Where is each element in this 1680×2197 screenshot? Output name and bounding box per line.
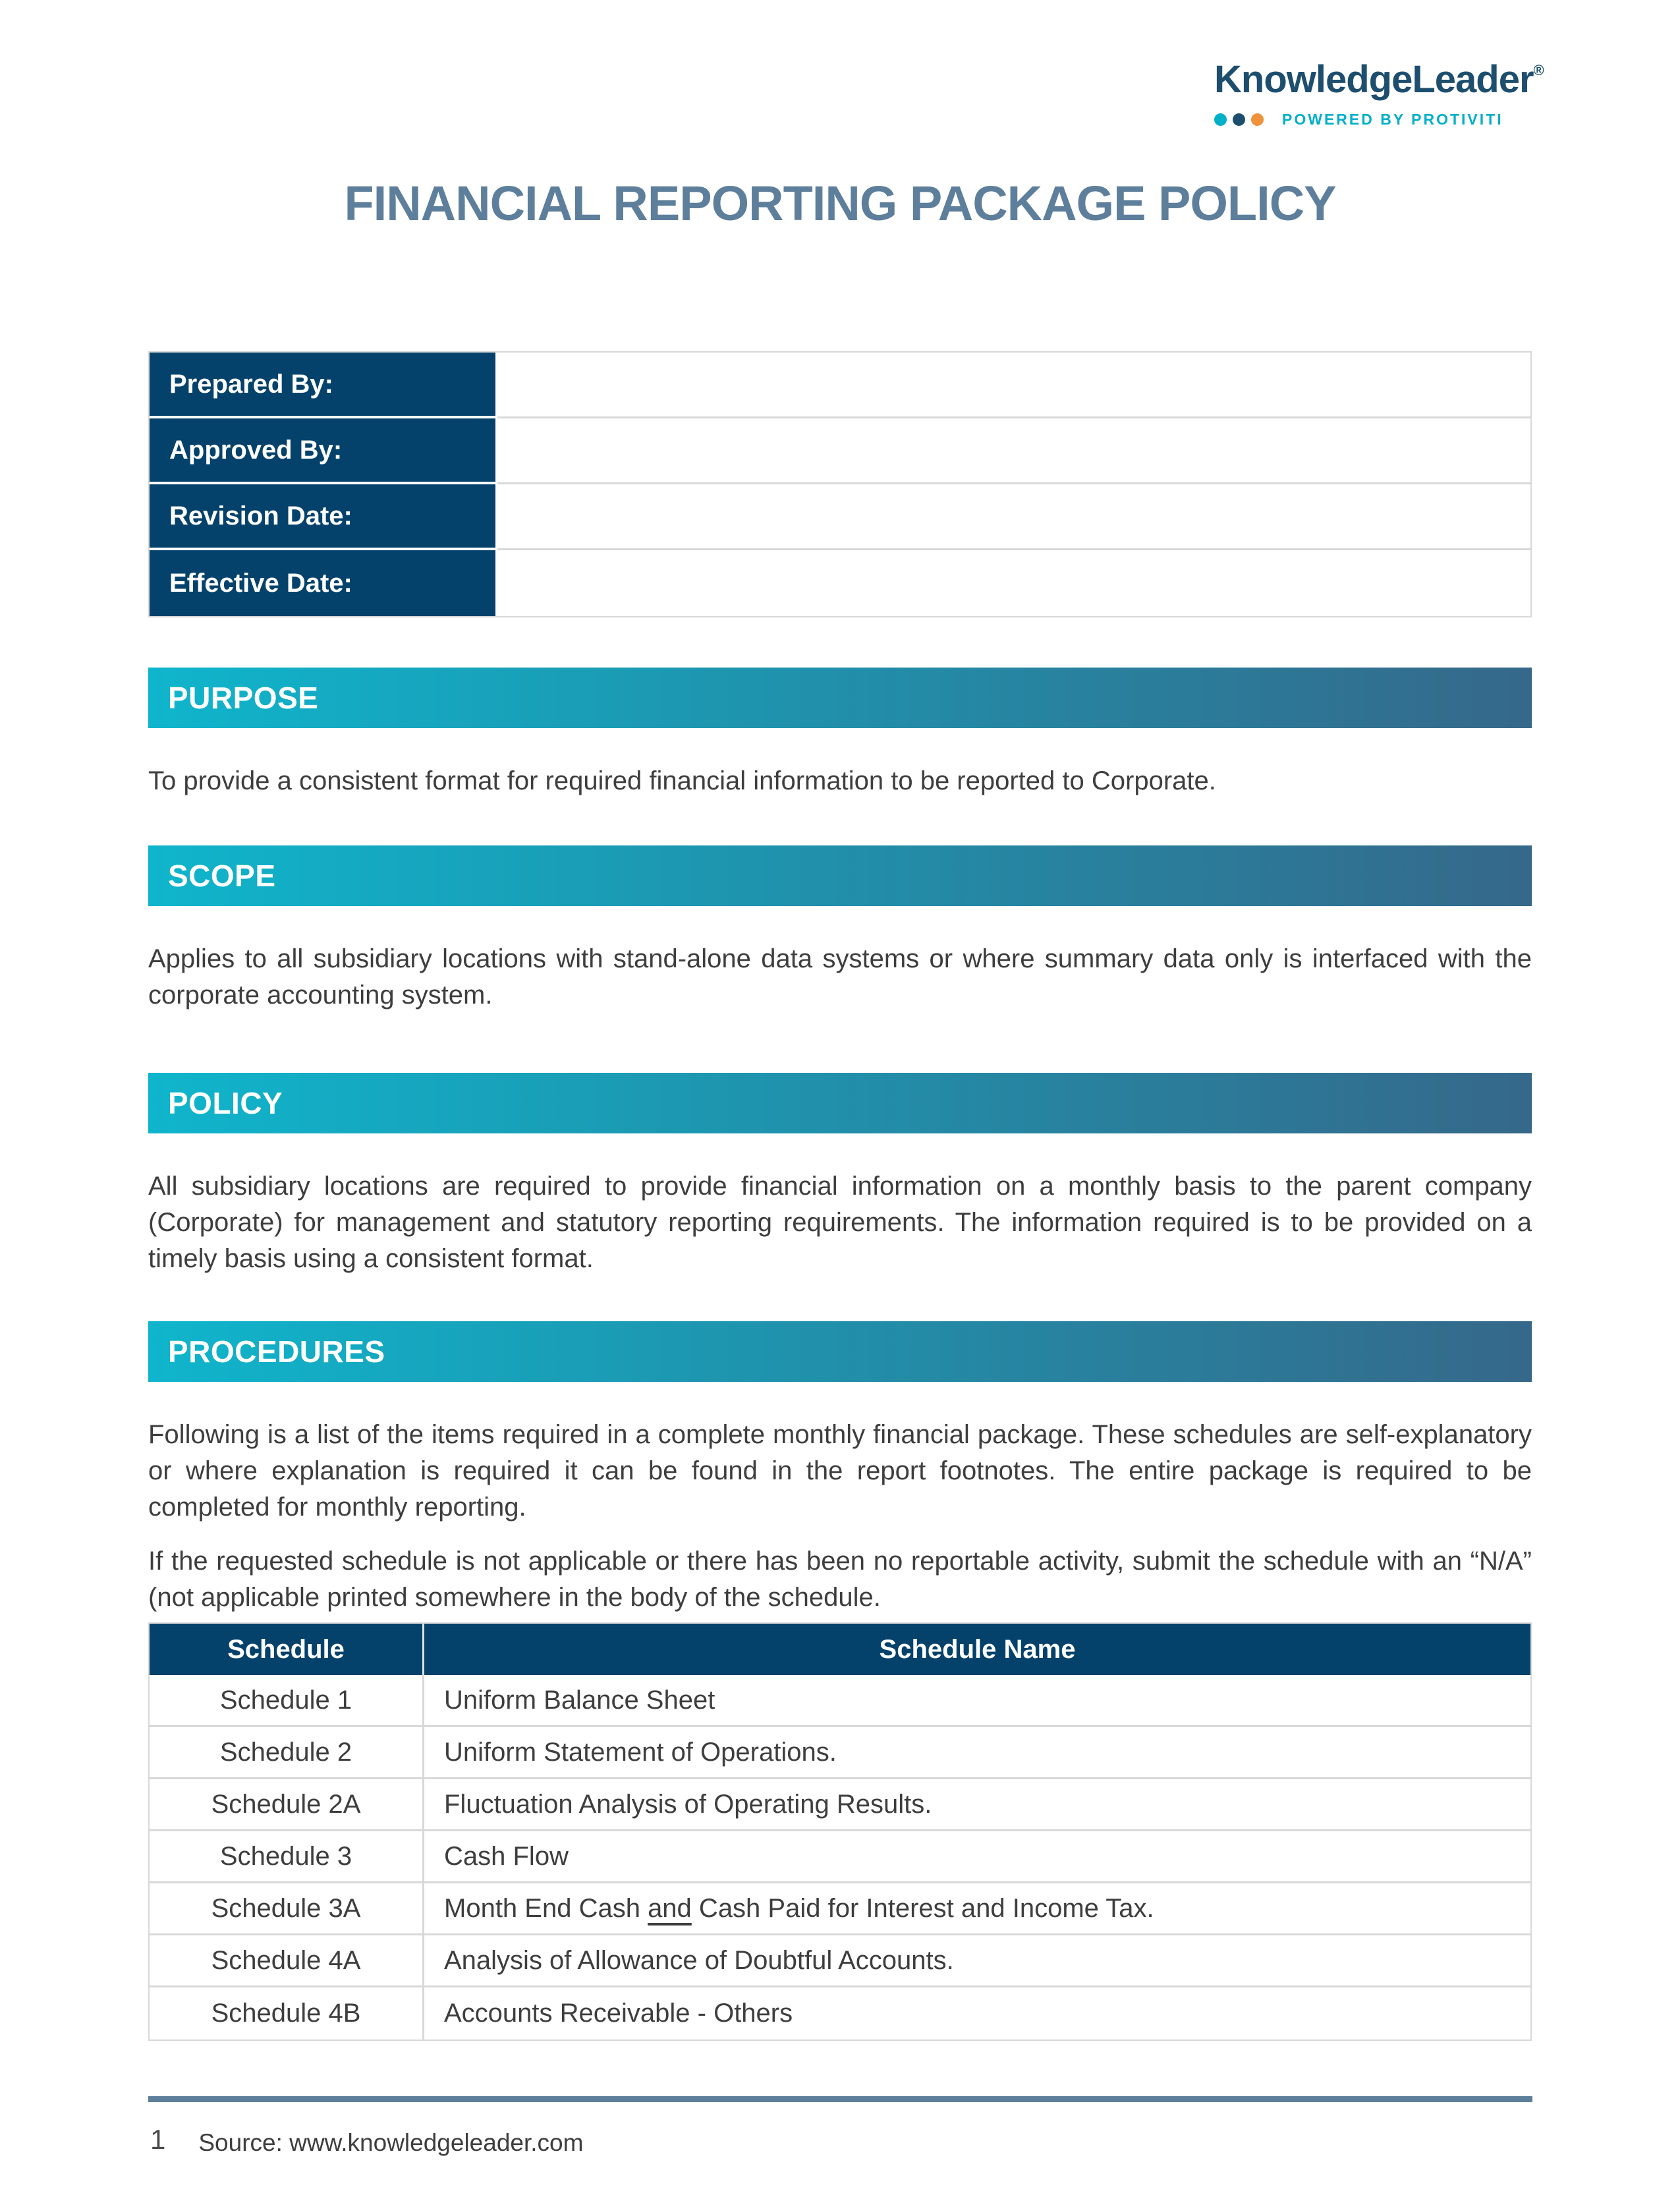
navy-dot-icon: [1233, 113, 1245, 126]
logo-brand-word: KnowledgeLeader: [1214, 58, 1534, 101]
schedule-id: Schedule 4A: [150, 1935, 422, 1987]
row-label: [150, 418, 497, 484]
schedule-name: Cash Flow: [422, 1831, 1530, 1883]
info-table: [148, 351, 1532, 617]
teal-dot-icon: [1214, 113, 1227, 126]
section-title: PURPOSE: [168, 681, 319, 715]
table-row: [150, 1987, 1530, 2040]
schedule-id: Schedule 2A: [150, 1779, 422, 1831]
schedule-table: [148, 1622, 1532, 2041]
schedule-id: Schedule 1: [150, 1675, 422, 1727]
schedule-name: Analysis of Allowance of Doubtful Accounts.: [422, 1935, 1530, 1987]
logo-subline: [1214, 111, 1544, 128]
table-row: [150, 353, 1530, 418]
row-value: [497, 484, 1530, 550]
table-row: [150, 550, 1530, 616]
schedule-id: Schedule 3: [150, 1831, 422, 1883]
knowledgeleader-logo: [1214, 58, 1544, 128]
procedures-paragraph-1: Following is a list of the items required in a complete monthly financial package. These schedules are self-explanatory or where explanation is required it can be found in the report footnotes. The entire package is required to be completed for monthly reporting.: [148, 1420, 1532, 1522]
section-title: PROCEDURES: [168, 1334, 385, 1369]
schedule-name: Fluctuation Analysis of Operating Results.: [422, 1779, 1530, 1831]
table-row: [150, 1935, 1530, 1987]
row-label: [150, 484, 497, 550]
row-label: [150, 353, 497, 418]
schedule-id: Schedule 4B: [150, 1987, 422, 2040]
page-title: FINANCIAL REPORTING PACKAGE POLICY: [344, 176, 1336, 231]
section-header-scope: [148, 845, 1532, 906]
footer-divider: [148, 2096, 1532, 2102]
procedures-paragraph-2: If the requested schedule is not applicable or there has been no reportable activity, submit the schedule with an “N/A” (not applicable printed somewhere in the body of the schedule.: [148, 1547, 1532, 1612]
logo-brand-text: [1214, 58, 1544, 101]
registered-trademark-icon: ®: [1533, 62, 1544, 78]
schedule-name: Uniform Statement of Operations.: [422, 1727, 1530, 1779]
table-row: [150, 1779, 1530, 1831]
section-header-policy: [148, 1073, 1532, 1133]
row-label: [150, 550, 497, 616]
schedule-id: Schedule 3A: [150, 1883, 422, 1935]
schedule-id: Schedule 2: [150, 1727, 422, 1779]
table-row: [150, 418, 1530, 484]
purpose-paragraph: To provide a consistent format for required financial information to be reported to Corporate.: [148, 766, 1216, 795]
footer: [150, 2126, 583, 2157]
table-row: [150, 1883, 1530, 1935]
logo-tagline: POWERED BY PROTIVITI: [1282, 111, 1503, 128]
row-label-text: Approved By:: [169, 435, 343, 465]
table-row: [150, 1831, 1530, 1883]
orange-dot-icon: [1251, 113, 1264, 126]
schedule-name-part: Month End Cash: [444, 1893, 648, 1923]
row-value: [497, 550, 1530, 616]
footer-source-text: Source: www.knowledgeleader.com: [198, 2129, 584, 2156]
table-row: [150, 484, 1530, 550]
row-value: [497, 353, 1530, 418]
table-header-row: [150, 1624, 1530, 1675]
policy-paragraph: All subsidiary locations are required to provide financial information on a monthly basis to the parent company (Corporate) for management and statutory reporting requirements. The information required is to be provided on a timely basis using a consistent format.: [148, 1172, 1532, 1273]
section-title: SCOPE: [168, 859, 276, 893]
row-label-text: Revision Date:: [169, 501, 352, 530]
section-header-procedures: [148, 1321, 1532, 1382]
schedule-name-underlined-word: and: [648, 1893, 692, 1923]
schedule-name: Uniform Balance Sheet: [422, 1675, 1530, 1727]
schedule-name: Accounts Receivable - Others: [422, 1987, 1530, 2040]
table-row: [150, 1675, 1530, 1727]
row-value: [497, 418, 1530, 484]
page-number: 1: [150, 2124, 166, 2155]
logo-dots: [1214, 113, 1264, 126]
section-header-purpose: [148, 668, 1532, 728]
row-label-text: Effective Date:: [169, 568, 352, 598]
table-row: [150, 1727, 1530, 1779]
column-header-schedule: Schedule: [150, 1624, 422, 1675]
row-label-text: Prepared By:: [169, 369, 333, 399]
section-title: POLICY: [168, 1086, 283, 1120]
schedule-name-part: Cash Paid for Interest and Income Tax.: [691, 1893, 1154, 1923]
schedule-name: [422, 1883, 1530, 1935]
scope-paragraph: Applies to all subsidiary locations with stand-alone data systems or where summary data only is interfaced with the corporate accounting system.: [148, 944, 1532, 1010]
column-header-schedule-name: Schedule Name: [422, 1624, 1530, 1675]
